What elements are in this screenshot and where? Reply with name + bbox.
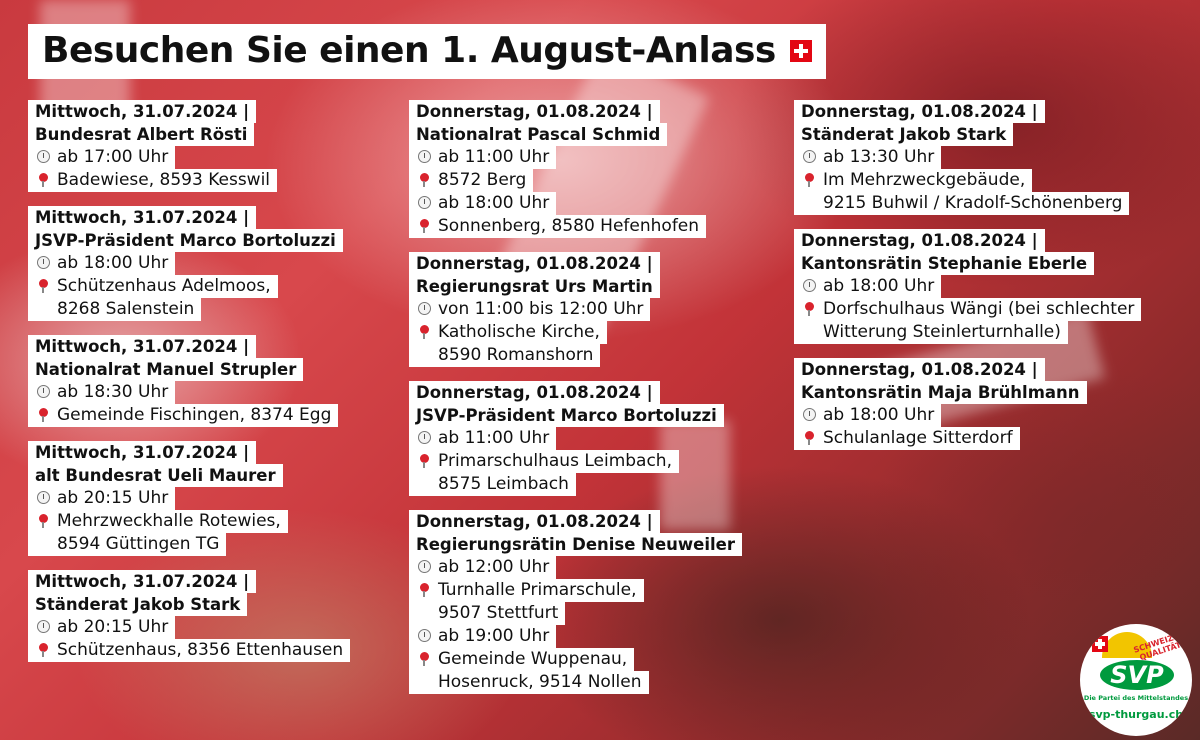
event-location xyxy=(28,298,201,321)
event-line-text: 8575 Leimbach xyxy=(438,474,569,494)
event-card xyxy=(409,252,742,367)
event-location xyxy=(409,602,565,625)
event-date: Donnerstag, 01.08.2024 | xyxy=(794,229,1045,252)
event-column-3 xyxy=(794,100,1141,464)
event-date: Donnerstag, 01.08.2024 | xyxy=(409,381,660,404)
event-card xyxy=(28,206,350,321)
event-person: JSVP-Präsident Marco Bortoluzzi xyxy=(409,404,724,427)
event-card xyxy=(28,335,350,427)
event-line-text: 8572 Berg xyxy=(438,170,527,190)
clock-icon xyxy=(416,427,432,450)
event-location xyxy=(409,671,649,694)
event-line-text: 9507 Stettfurt xyxy=(438,603,559,623)
event-line-text: Mehrzweckhalle Rotewies, xyxy=(57,511,281,531)
event-person: Ständerat Jakob Stark xyxy=(28,593,247,616)
event-line-text: ab 20:15 Uhr xyxy=(57,488,169,508)
event-line-text: Primarschulhaus Leimbach, xyxy=(438,451,672,471)
logo-tagline: Die Partei des Mittelstandes xyxy=(1083,694,1189,702)
page-title xyxy=(28,24,826,79)
event-line-text: ab 18:00 Uhr xyxy=(823,276,935,296)
event-location xyxy=(794,321,1068,344)
event-line-text: 8594 Güttingen TG xyxy=(57,534,220,554)
swiss-flag-icon xyxy=(1092,636,1108,652)
pin-icon xyxy=(416,169,432,192)
pin-icon xyxy=(35,169,51,192)
event-time xyxy=(409,192,556,215)
swiss-flag-icon xyxy=(790,40,812,62)
event-date: Mittwoch, 31.07.2024 | xyxy=(28,100,256,123)
event-date: Mittwoch, 31.07.2024 | xyxy=(28,570,256,593)
event-location xyxy=(28,275,278,298)
pin-icon xyxy=(801,169,817,192)
clock-icon xyxy=(416,625,432,648)
event-line-text: ab 11:00 Uhr xyxy=(438,147,550,167)
event-line-text: 8268 Salenstein xyxy=(57,299,195,319)
event-time xyxy=(28,252,175,275)
event-card xyxy=(409,100,742,238)
event-location xyxy=(794,427,1020,450)
clock-icon xyxy=(35,487,51,510)
event-date: Donnerstag, 01.08.2024 | xyxy=(409,510,660,533)
event-line-text: ab 18:00 Uhr xyxy=(57,253,169,273)
pin-icon xyxy=(416,215,432,238)
clock-icon xyxy=(35,146,51,169)
event-line-text: ab 12:00 Uhr xyxy=(438,557,550,577)
event-card xyxy=(409,510,742,694)
clock-icon xyxy=(416,146,432,169)
event-line-text: ab 18:00 Uhr xyxy=(823,405,935,425)
event-date: Mittwoch, 31.07.2024 | xyxy=(28,441,256,464)
clock-icon xyxy=(801,404,817,427)
event-line-text: Sonnenberg, 8580 Hefenhofen xyxy=(438,216,700,236)
event-location xyxy=(409,579,644,602)
clock-icon xyxy=(35,252,51,275)
event-location xyxy=(28,533,226,556)
event-location xyxy=(409,344,600,367)
event-person: Ständerat Jakob Stark xyxy=(794,123,1013,146)
event-time xyxy=(794,146,941,169)
event-time xyxy=(409,427,556,450)
pin-icon xyxy=(416,321,432,344)
event-person: JSVP-Präsident Marco Bortoluzzi xyxy=(28,229,343,252)
event-person: Regierungsrat Urs Martin xyxy=(409,275,660,298)
pin-icon xyxy=(801,298,817,321)
event-time xyxy=(794,404,941,427)
event-time xyxy=(409,556,556,579)
event-location xyxy=(409,473,576,496)
clock-icon xyxy=(416,556,432,579)
event-card xyxy=(794,100,1141,215)
event-line-text: 9215 Buhwil / Kradolf-Schönenberg xyxy=(823,193,1123,213)
event-line-text: ab 13:30 Uhr xyxy=(823,147,935,167)
event-date: Donnerstag, 01.08.2024 | xyxy=(409,252,660,275)
event-location xyxy=(794,169,1032,192)
event-line-text: 8590 Romanshorn xyxy=(438,345,594,365)
pin-icon xyxy=(35,404,51,427)
event-line-text: Gemeinde Fischingen, 8374 Egg xyxy=(57,405,332,425)
event-time xyxy=(28,487,175,510)
event-date: Donnerstag, 01.08.2024 | xyxy=(794,358,1045,381)
pin-icon xyxy=(416,579,432,602)
event-time xyxy=(28,616,175,639)
event-time xyxy=(409,146,556,169)
clock-icon xyxy=(35,381,51,404)
event-location xyxy=(28,404,338,427)
pin-icon xyxy=(35,639,51,662)
clock-icon xyxy=(35,616,51,639)
event-location xyxy=(794,298,1141,321)
pin-icon xyxy=(801,427,817,450)
event-time xyxy=(28,381,175,404)
logo-url[interactable]: svp-thurgau.ch xyxy=(1088,708,1184,721)
event-line-text: Schulanlage Sitterdorf xyxy=(823,428,1013,448)
event-column-2 xyxy=(409,100,742,708)
event-time xyxy=(28,146,175,169)
event-line-text: Schützenhaus Adelmoos, xyxy=(57,276,271,296)
event-location xyxy=(28,510,288,533)
event-person: Regierungsrätin Denise Neuweiler xyxy=(409,533,742,556)
logo-name: SVP xyxy=(1100,660,1174,690)
event-location xyxy=(409,321,607,344)
event-person: Kantonsrätin Maja Brühlmann xyxy=(794,381,1087,404)
event-card xyxy=(409,381,742,496)
event-line-text: Katholische Kirche, xyxy=(438,322,600,342)
event-line-text: ab 20:15 Uhr xyxy=(57,617,169,637)
event-line-text: Badewiese, 8593 Kesswil xyxy=(57,170,271,190)
event-line-text: ab 18:30 Uhr xyxy=(57,382,169,402)
event-line-text: Dorfschulhaus Wängi (bei schlechter xyxy=(823,299,1135,319)
event-person: Kantonsrätin Stephanie Eberle xyxy=(794,252,1094,275)
clock-icon xyxy=(801,146,817,169)
event-line-text: Gemeinde Wuppenau, xyxy=(438,649,628,669)
pin-icon xyxy=(35,510,51,533)
event-line-text: Witterung Steinlerturnhalle) xyxy=(823,322,1061,342)
event-date: Donnerstag, 01.08.2024 | xyxy=(794,100,1045,123)
clock-icon xyxy=(801,275,817,298)
event-line-text: Im Mehrzweckgebäude, xyxy=(823,170,1026,190)
event-date: Mittwoch, 31.07.2024 | xyxy=(28,335,256,358)
event-person: Nationalrat Manuel Strupler xyxy=(28,358,303,381)
svp-logo xyxy=(1080,624,1192,736)
event-card xyxy=(794,358,1141,450)
event-location xyxy=(409,215,706,238)
event-card xyxy=(28,441,350,556)
event-location xyxy=(28,639,350,662)
event-location xyxy=(409,648,634,671)
event-date: Donnerstag, 01.08.2024 | xyxy=(409,100,660,123)
event-line-text: von 11:00 bis 12:00 Uhr xyxy=(438,299,644,319)
event-line-text: ab 17:00 Uhr xyxy=(57,147,169,167)
event-person: alt Bundesrat Ueli Maurer xyxy=(28,464,283,487)
event-card xyxy=(794,229,1141,344)
event-location xyxy=(409,169,533,192)
event-line-text: Turnhalle Primarschule, xyxy=(438,580,637,600)
title-text: Besuchen Sie einen 1. August-Anlass xyxy=(42,30,776,71)
clock-icon xyxy=(416,192,432,215)
event-card xyxy=(28,570,350,662)
event-time xyxy=(409,298,650,321)
event-time xyxy=(794,275,941,298)
pin-icon xyxy=(416,450,432,473)
event-line-text: ab 11:00 Uhr xyxy=(438,428,550,448)
event-line-text: Hosenruck, 9514 Nollen xyxy=(438,672,642,692)
event-location xyxy=(28,169,277,192)
event-person: Bundesrat Albert Rösti xyxy=(28,123,254,146)
event-person: Nationalrat Pascal Schmid xyxy=(409,123,667,146)
event-location xyxy=(409,450,679,473)
event-time xyxy=(409,625,556,648)
event-location xyxy=(794,192,1129,215)
event-line-text: Schützenhaus, 8356 Ettenhausen xyxy=(57,640,344,660)
event-date: Mittwoch, 31.07.2024 | xyxy=(28,206,256,229)
event-card xyxy=(28,100,350,192)
pin-icon xyxy=(35,275,51,298)
event-line-text: ab 18:00 Uhr xyxy=(438,193,550,213)
event-line-text: ab 19:00 Uhr xyxy=(438,626,550,646)
pin-icon xyxy=(416,648,432,671)
logo-quality-text: SCHWEIZER QUALITÄT xyxy=(1132,629,1186,663)
clock-icon xyxy=(416,298,432,321)
event-column-1 xyxy=(28,100,350,676)
